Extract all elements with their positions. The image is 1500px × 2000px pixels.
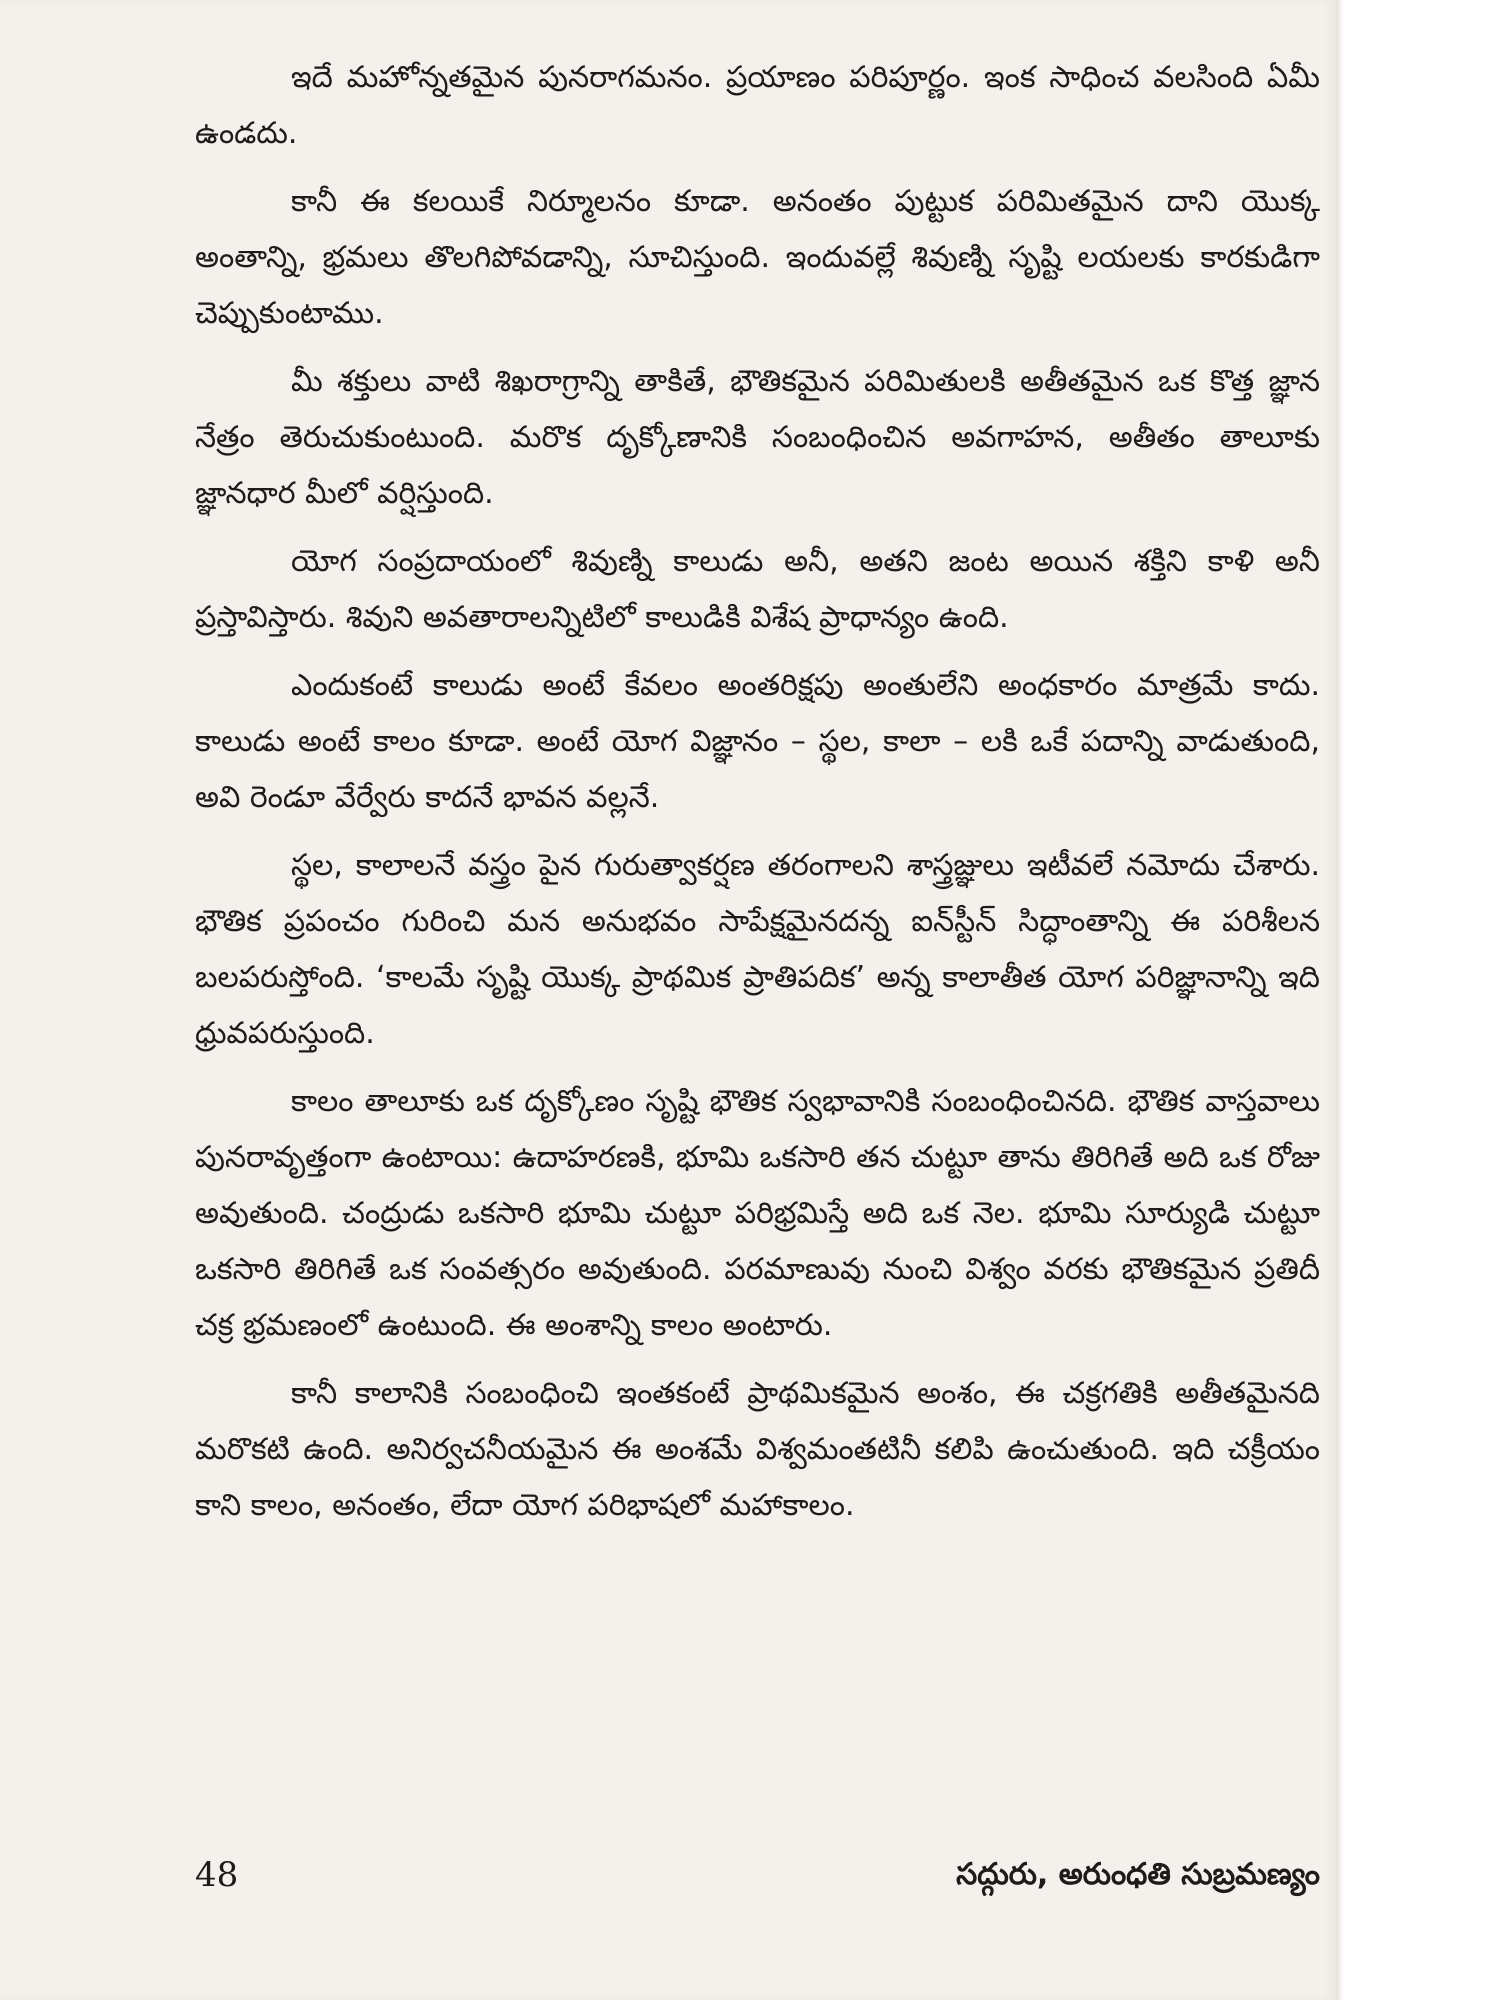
paragraph-7: కాలం తాలూకు ఒక దృక్కోణం సృష్టి భౌతిక స్వభావానికి సంబంధించినది. భౌతిక వాస్తవాలు పునరావృత్తంగా ఉంటాయి: ఉదాహరణకి, భూమి ఒకసారి తన చుట్టూ తాను తిరిగితే అది ఒక రోజు అవుతుంది. చంద్రుడు ఒకసారి భూమి చుట్టూ పరిభ్రమిస్తే అది ఒక నెల. భూమి సూర్యుడి చుట్టూ ఒకసారి తిరిగితే ఒక సంవత్సరం అవుతుంది. పరమాణువు నుంచి విశ్వం వరకు భౌతికమైన ప్రతిదీ చక్ర భ్రమణంలో ఉంటుంది. ఈ అంశాన్ని కాలం అంటారు.: [195, 1084, 1320, 1343]
page-footer: [195, 1855, 1320, 1915]
paragraph-2: కానీ ఈ కలయికే నిర్మూలనం కూడా. అనంతం పుట్టుక పరిమితమైన దాని యొక్క అంతాన్ని, భ్రమలు తొలగిపోవడాన్ని, సూచిస్తుంది. ఇందువల్లే శివుణ్ని సృష్టి లయలకు కారకుడిగా చెప్పుకుంటాము.: [195, 184, 1320, 331]
page-edge: [1336, 0, 1344, 2000]
page-number: 48: [195, 1855, 239, 1895]
page-body: [195, 50, 1320, 1546]
paragraph-5: ఎందుకంటే కాలుడు అంటే కేవలం అంతరిక్షపు అంతులేని అంధకారం మాత్రమే కాదు. కాలుడు అంటే కాలం కూడా. అంటే యోగ విజ్ఞానం – స్థల, కాలా – లకి ఒకే పదాన్ని వాడుతుంది, అవి రెండూ వేర్వేరు కాదనే భావన వల్లనే.: [195, 668, 1320, 815]
paragraph-8: కానీ కాలానికి సంబంధించి ఇంతకంటే ప్రాథమికమైన అంశం, ఈ చక్రగతికి అతీతమైనది మరొకటి ఉంది. అనిర్వచనీయమైన ఈ అంశమే విశ్వమంతటినీ కలిపి ఉంచుతుంది. ఇది చక్రీయం కాని కాలం, అనంతం, లేదా యోగ పరిభాషలో మహాకాలం.: [195, 1376, 1320, 1523]
paragraph-3: మీ శక్తులు వాటి శిఖరాగ్రాన్ని తాకితే, భౌతికమైన పరిమితులకి అతీతమైన ఒక కొత్త జ్ఞాన నేత్రం తెరుచుకుంటుంది. మరొక దృక్కోణానికి సంబంధించిన అవగాహన, అతీతం తాలూకు జ్ఞానధార మీలో వర్షిస్తుంది.: [195, 364, 1320, 511]
paragraph-6: స్థల, కాలాలనే వస్త్రం పైన గురుత్వాకర్షణ తరంగాలని శాస్త్రజ్ఞులు ఇటీవలే నమోదు చేశారు. భౌతిక ప్రపంచం గురించి మన అనుభవం సాపేక్షమైనదన్న ఐన్‌స్టీన్ సిద్ధాంతాన్ని ఈ పరిశీలన బలపరుస్తోంది. ‘కాలమే సృష్టి యొక్క ప్రాథమిక ప్రాతిపదిక’ అన్న కాలాతీత యోగ పరిజ్ఞానాన్ని ఇది ధ్రువపరుస్తుంది.: [195, 848, 1320, 1051]
paragraph-4: యోగ సంప్రదాయంలో శివుణ్ని కాలుడు అనీ, అతని జంట అయిన శక్తిని కాళి అనీ ప్రస్తావిస్తారు. శివుని అవతారాలన్నిటిలో కాలుడికి విశేష ప్రాధాన్యం ఉంది.: [195, 544, 1320, 635]
paragraph-1: ఇదే మహోన్నతమైన పునరాగమనం. ప్రయాణం పరిపూర్ణం. ఇంక సాధించ వలసింది ఏమీ ఉండదు.: [195, 60, 1320, 151]
author-credit: సద్గురు, అరుంధతి సుబ్రమణ్యం: [956, 1857, 1320, 1892]
